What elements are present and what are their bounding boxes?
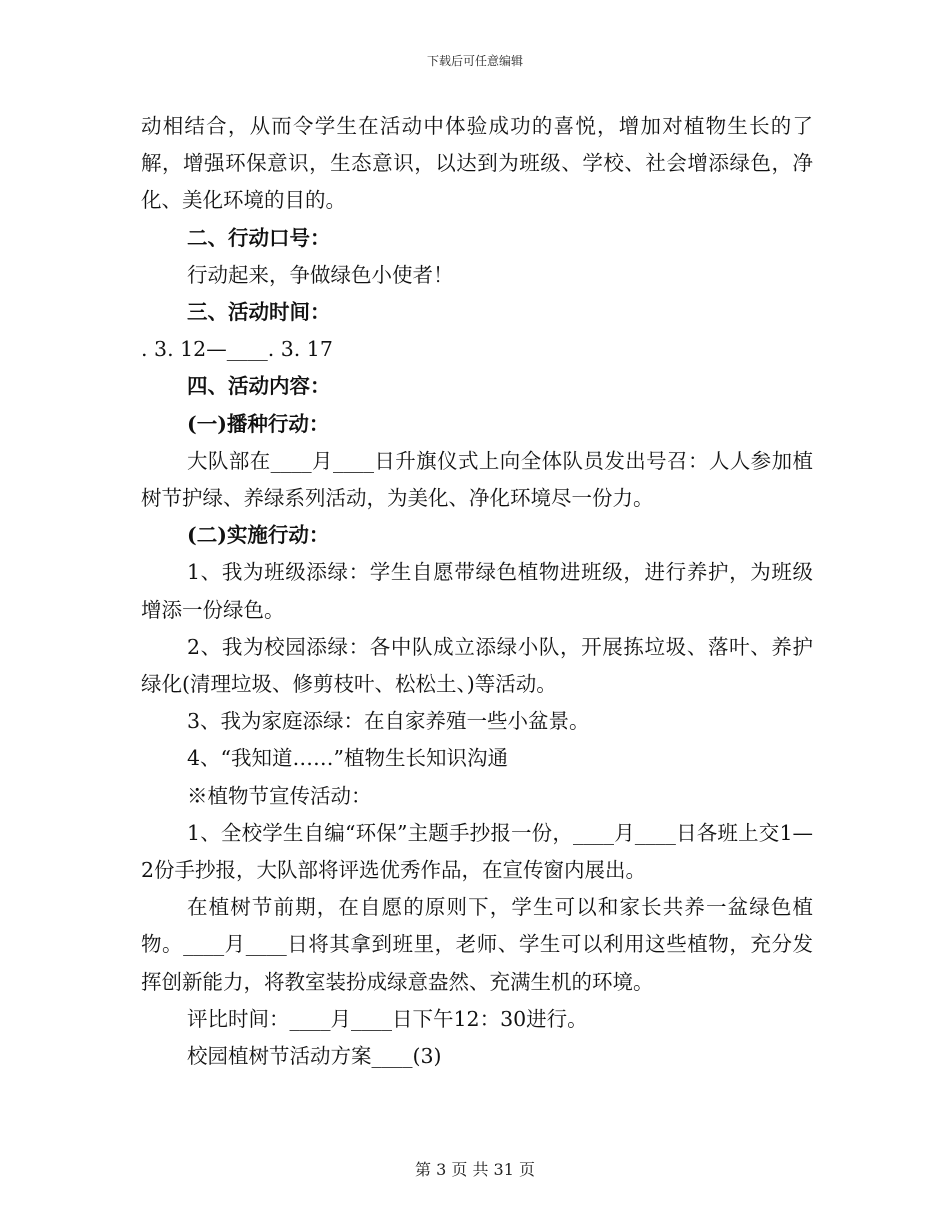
paragraph: 大队部在____月____日升旗仪式上向全体队员发出号召：人人参加植树节护绿、养绿系列活动，为美化、净化环境尽一份力。 xyxy=(141,448,813,511)
subsection-heading: (二)实施行动： xyxy=(187,523,330,548)
list-item: 1、全校学生自编“环保”主题手抄报一份，____月____日各班上交1—2份手抄报，大队部将评选优秀作品，在宣传窗内展出。 xyxy=(141,820,813,883)
list-item: 4、“我知道……”植物生长知识沟通 xyxy=(187,746,509,771)
paragraph: ※植物节宣传活动： xyxy=(187,783,372,808)
paragraph: 评比时间：____月____日下午12：30进行。 xyxy=(187,1006,588,1031)
list-item: 3、我为家庭添绿：在自家养殖一些小盆景。 xyxy=(187,709,590,734)
paragraph: 行动起来，争做绿色小使者！ xyxy=(187,262,454,287)
page-header: 下载后可任意编辑 xyxy=(426,54,523,68)
section-heading: 四、活动内容： xyxy=(187,374,331,399)
paragraph: . 3. 12—____. 3. 17 xyxy=(141,337,333,362)
list-item: 2、我为校园添绿：各中队成立添绿小队，开展拣垃圾、落叶、养护绿化(清理垃圾、修剪枝叶、松松土、)等活动。 xyxy=(141,634,813,697)
paragraph: 动相结合，从而令学生在活动中体验成功的喜悦，增加对植物生长的了解，增强环保意识，生态意识，以达到为班级、学校、社会增添绿色，净化、美化环境的目的。 xyxy=(141,114,813,213)
paragraph: 校园植树节活动方案____(3) xyxy=(187,1044,442,1069)
page-footer: 第 3 页 共 31 页 xyxy=(415,1160,535,1179)
list-item: 1、我为班级添绿：学生自愿带绿色植物进班级，进行养护，为班级增添一份绿色。 xyxy=(141,560,813,622)
subsection-heading: (一)播种行动： xyxy=(187,411,330,436)
document-body xyxy=(141,108,813,1075)
section-heading: 三、活动时间： xyxy=(187,300,331,325)
section-heading: 二、行动口号： xyxy=(187,225,331,250)
paragraph: 在植树节前期，在自愿的原则下，学生可以和家长共养一盆绿色植物。____月____日将其拿到班里，老师、学生可以利用这些植物，充分发挥创新能力，将教室装扮成绿意盎然、充满生机的环境。 xyxy=(141,895,813,994)
